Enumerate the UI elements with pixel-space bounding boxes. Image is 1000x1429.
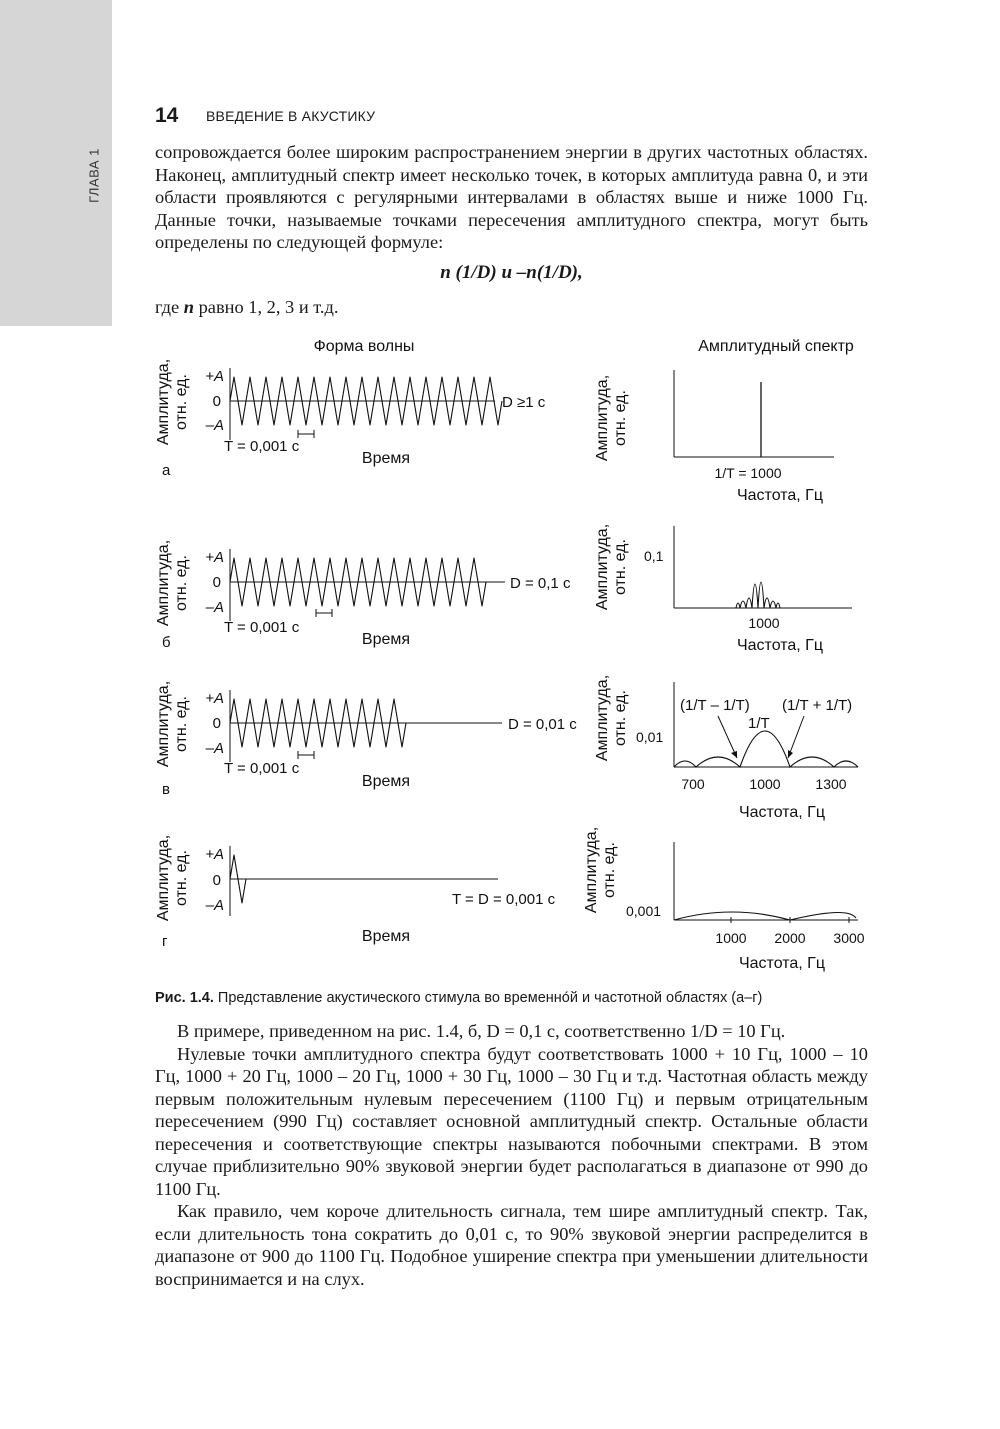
panel-v-annot-center: 1/T [748, 715, 770, 732]
panel-v-ylabel-left-1: Амплитуда, [155, 680, 172, 768]
panel-a-ylabel-right [594, 375, 629, 461]
panel-b-ylabel-right [594, 524, 629, 610]
panel-v-ylabel-left-2: отн. ед. [173, 696, 190, 752]
panel-g-ylabel-left [155, 835, 190, 921]
panel-a-spectrum-tick: 1/T = 1000 [714, 465, 782, 481]
panel-b-freq-label: Частота, Гц [736, 637, 824, 654]
panel-g-ylabel-right [583, 827, 618, 913]
panel-b-plus-a: +A [205, 549, 224, 566]
where-post: равно 1, 2, 3 и т.д. [193, 297, 339, 317]
caption-label: Рис. 1.4. [155, 990, 214, 1006]
panel-a-period: T = 0,001 c [224, 438, 300, 455]
formula: n (1/D) и –n(1/D), [440, 262, 583, 283]
panel-g-ylabel-right-2: отн. ед. [601, 842, 618, 898]
panel-a-ylabel-right-2: отн. ед. [612, 390, 629, 446]
panel-a-duration: D ≥1 c [502, 394, 546, 411]
panel-g-plus-a: +A [205, 846, 224, 863]
caption-text: Представление акустического стимула во временно́й и частотной областях (а–г) [213, 990, 763, 1006]
panel-g-tick-2000: 2000 [774, 930, 806, 946]
body-text [155, 1020, 868, 1290]
panel-a-minus-a: –A [205, 417, 224, 434]
panel-b-ylabel-left-1: Амплитуда, [155, 539, 172, 627]
figure-1-4 [140, 330, 880, 980]
panel-v-minus-a: –A [205, 740, 224, 757]
panel-g-spectrum-y: 0,001 [626, 903, 662, 919]
paragraph-4: Как правило, чем короче длительность сигнала, тем шире амплитудный спектр. Так, если длительность тона сократить до 0,01 с, то 90% звуковой энергии распределится в диапазоне от 900 до 1100 Гц. Подобное уширение спектра при уменьшении длительности воспринимается и на слух. [155, 1201, 868, 1289]
panel-b-spectrum-y: 0,1 [644, 548, 664, 564]
panel-b-spectrum-tick: 1000 [748, 615, 780, 631]
panel-g [155, 827, 865, 972]
panel-b-ylabel-left [155, 540, 190, 626]
panel-v-period: T = 0,001 c [224, 760, 300, 777]
panel-v-ylabel-right [594, 675, 629, 761]
panel-a-plus-a: +A [205, 368, 224, 385]
panel-v-ylabel-right-1: Амплитуда, [594, 674, 611, 762]
col-title-waveform: Форма волны [313, 338, 415, 355]
panel-v [155, 675, 858, 821]
panel-g-ylabel-left-1: Амплитуда, [155, 834, 172, 922]
panel-b-period: T = 0,001 c [224, 619, 300, 636]
panel-g-tick-3000: 3000 [833, 930, 865, 946]
panel-b-ylabel-right-2: отн. ед. [612, 539, 629, 595]
panel-v-time-label: Время [361, 773, 411, 790]
panel-b-spectrum-curve [736, 582, 780, 608]
panel-b-zero: 0 [212, 574, 221, 591]
panel-g-freq-label: Частота, Гц [738, 955, 826, 972]
panel-v-ylabel-left [155, 681, 190, 767]
panel-v-ylabel-right-2: отн. ед. [612, 690, 629, 746]
panel-v-letter: в [162, 781, 170, 798]
panel-v-spectrum-curve [674, 731, 858, 767]
panel-v-annot-left: (1/T – 1/T) [680, 697, 750, 714]
panel-g-zero: 0 [212, 872, 221, 889]
panel-v-duration: D = 0,01 c [508, 716, 577, 733]
panel-v-tick-1300: 1300 [815, 776, 847, 792]
panel-v-annot-right: (1/T + 1/T) [782, 697, 853, 714]
panel-g-ylabel-right-1: Амплитуда, [583, 826, 600, 914]
panel-b-time-label: Время [361, 631, 411, 648]
panel-b [155, 524, 852, 654]
chapter-side-label [84, 148, 104, 208]
panel-g-duration: T = D = 0,001 c [452, 891, 556, 908]
panel-v-tick-700: 700 [681, 776, 705, 792]
panel-a-zero: 0 [212, 393, 221, 410]
panel-a-ylabel-left-2: отн. ед. [173, 374, 190, 430]
panel-v-freq-label: Частота, Гц [738, 804, 826, 821]
panel-a-letter: а [162, 462, 171, 479]
figure-caption [155, 990, 762, 1006]
panel-g-minus-a: –A [205, 897, 224, 914]
panel-g-spectrum-curve [674, 912, 856, 920]
panel-b-ylabel-right-1: Амплитуда, [594, 523, 611, 611]
where-line [155, 296, 868, 319]
panel-b-letter: б [162, 634, 171, 651]
panel-b-minus-a: –A [205, 599, 224, 616]
panel-v-tick-1000: 1000 [749, 776, 781, 792]
running-head: ВВЕДЕНИЕ В АКУСТИКУ [206, 108, 376, 124]
panel-g-time-label: Время [361, 928, 411, 945]
panel-a-ylabel-left [155, 359, 190, 445]
paragraph-3: Нулевые точки амплитудного спектра будут соответствовать 1000 + 10 Гц, 1000 – 10 Гц, 1000 + 20 Гц, 1000 – 20 Гц, 1000 + 30 Гц, 1000 – 30 Гц и т.д. Частотная область между первым положительным нулевым пересечением (1100 Гц) и первым отрицательным пересечением (990 Гц) составляет основной амплитудный спектр. Остальные области пересечения и соответствующие спектры называются побочными спектрами. В этом случае приблизительно 90% звуковой энергии будет располагаться в диапазоне от 990 до 1100 Гц. [155, 1043, 868, 1199]
panel-v-spectrum-y: 0,01 [636, 729, 664, 745]
panel-b-duration: D = 0,1 c [510, 575, 571, 592]
panel-g-ylabel-left-2: отн. ед. [173, 850, 190, 906]
panel-a-ylabel-right-1: Амплитуда, [594, 374, 611, 462]
panel-g-tick-1000: 1000 [715, 930, 747, 946]
paragraph-1 [155, 141, 868, 254]
where-pre: где [155, 297, 184, 317]
panel-a [155, 359, 834, 504]
panel-v-zero: 0 [212, 715, 221, 732]
panel-g-letter: г [162, 933, 168, 950]
panel-a-ylabel-left-1: Амплитуда, [155, 358, 172, 446]
paragraph-2: В примере, приведенном на рис. 1.4, б, D = 0,1 с, соответственно 1/D = 10 Гц. [177, 1021, 786, 1041]
paragraph-1-text: сопровождается более широким распространением энергии в других частотных областях. Наконец, амплитудный спектр имеет несколько точек, в которых амплитуда равна 0, и эти области проявляются с регулярными интервалами в областях выше и ниже 1000 Гц. Данные точки, называемые точками пересечения амплитудного спектра, могут быть определены по следующей формуле: [155, 142, 868, 252]
panel-v-plus-a: +A [205, 690, 224, 707]
panel-a-time-label: Время [361, 450, 411, 467]
chapter-side-label-text: ГЛАВА 1 [86, 148, 102, 203]
page-number: 14 [155, 104, 179, 127]
panel-b-ylabel-left-2: отн. ед. [173, 555, 190, 611]
col-title-spectrum: Амплитудный спектр [698, 338, 854, 355]
panel-a-freq-label: Частота, Гц [736, 487, 824, 504]
where-var: n [183, 297, 194, 317]
